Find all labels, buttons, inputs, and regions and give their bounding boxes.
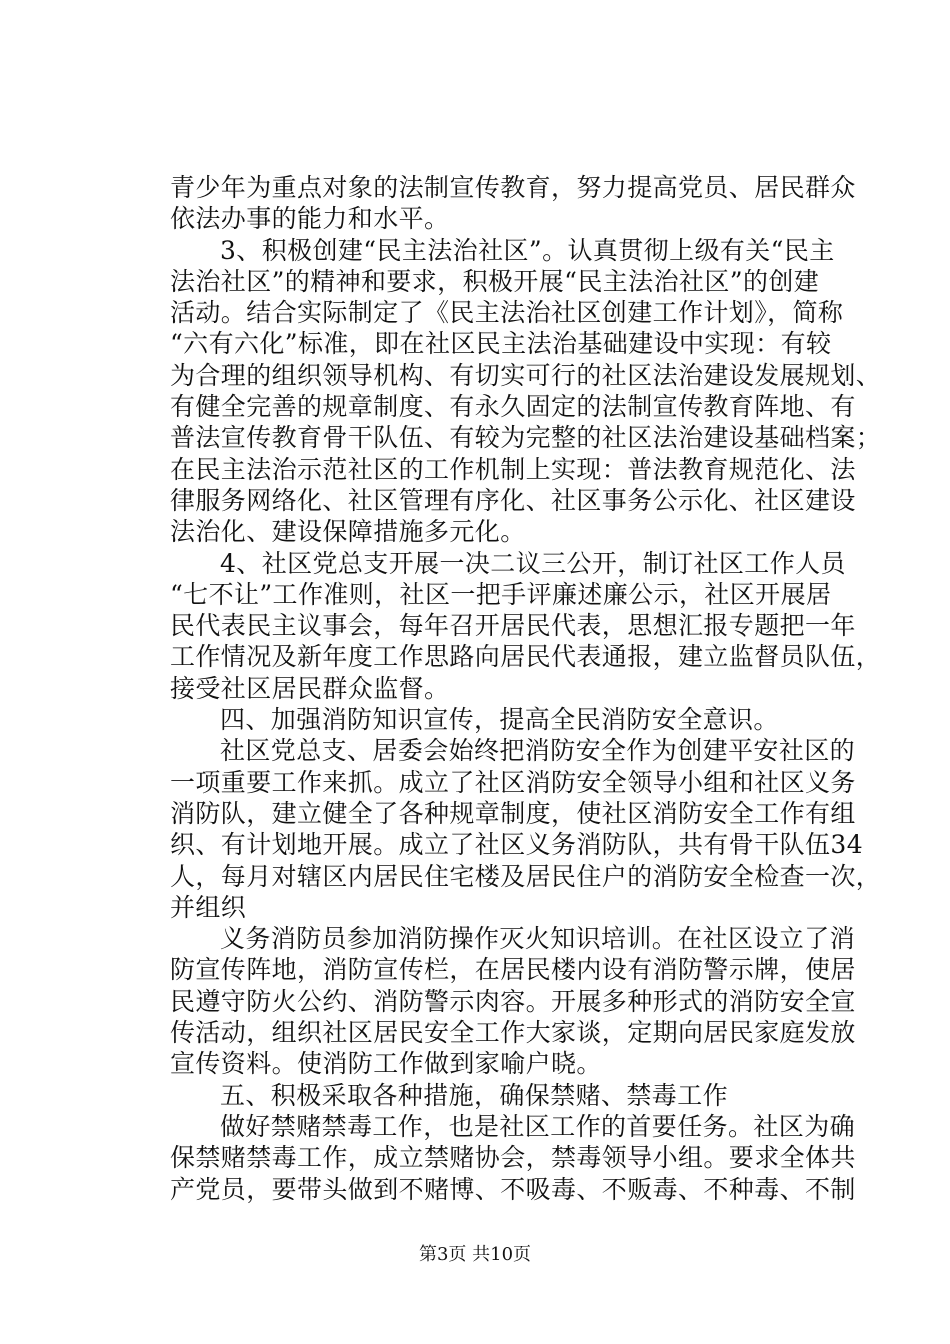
text-line: 青少年为重点对象的法制宣传教育，努力提高党员、居民群众 (170, 173, 856, 202)
text-line: 产党员，要带头做到不赌博、不吸毒、不贩毒、不种毒、不制 (170, 1174, 856, 1204)
text-line: 人，每月对辖区内居民住宅楼及居民住户的消防安全检查一次， (170, 861, 882, 891)
text-line: 在民主法治示范社区的工作机制上实现：普法教育规范化、法 (170, 454, 856, 484)
text-line: 法治社区”的精神和要求，积极开展“民主法治社区”的创建 (170, 266, 820, 296)
text-line: 普法宣传教育骨干队伍、有较为完整的社区法治建设基础档案； (170, 423, 882, 453)
text-line: 宣传资料。使消防工作做到家喻户晓。 (170, 1049, 602, 1079)
text-line: 为合理的组织领导机构、有切实可行的社区法治建设发展规划、 (170, 360, 882, 390)
text-line: 传活动，组织社区居民安全工作大家谈，定期向居民家庭发放 (170, 1018, 856, 1048)
text-line: 接受社区居民群众监督。 (170, 673, 450, 703)
text-line: 防宣传阵地，消防宣传栏，在居民楼内设有消防警示牌，使居 (170, 955, 856, 985)
text-line: 四、加强消防知识宣传，提高全民消防安全意识。 (220, 705, 779, 735)
text-line: 法治化、建设保障措施多元化。 (170, 517, 526, 547)
page-footer: 第3页 共10页 (418, 1244, 532, 1265)
text-line: 3、积极创建“民主法治社区”。认真贯彻上级有关“民主 (220, 235, 835, 265)
text-line: “七不让”工作准则，社区一把手评廉述廉公示，社区开展居 (170, 579, 832, 609)
text-line: 并组织 (170, 892, 247, 922)
text-line: 社区党总支、居委会始终把消防安全作为创建平安社区的 (220, 736, 856, 766)
text-line: “六有六化”标准，即在社区民主法治基础建设中实现：有较 (170, 329, 832, 359)
text-line: 工作情况及新年度工作思路向居民代表通报，建立监督员队伍， (170, 642, 882, 672)
text-line: 民遵守防火公约、消防警示肉容。开展多种形式的消防安全宣 (170, 986, 856, 1016)
text-line: 律服务网络化、社区管理有序化、社区事务公示化、社区建设 (170, 485, 856, 515)
text-line: 一项重要工作来抓。成立了社区消防安全领导小组和社区义务 (170, 767, 856, 797)
text-line: 依法办事的能力和水平。 (170, 204, 450, 234)
text-line: 有健全完善的规章制度、有永久固定的法制宣传教育阵地、有 (170, 392, 856, 422)
text-line: 义务消防员参加消防操作灭火知识培训。在社区设立了消 (220, 924, 856, 954)
document-body (170, 172, 882, 1205)
text-line: 保禁赌禁毒工作，成立禁赌协会，禁毒领导小组。要求全体共 (170, 1143, 856, 1173)
text-line: 做好禁赌禁毒工作，也是社区工作的首要任务。社区为确 (220, 1111, 856, 1141)
text-line: 消防队，建立健全了各种规章制度，使社区消防安全工作有组 (170, 798, 856, 828)
text-line: 五、积极采取各种措施，确保禁赌、禁毒工作 (220, 1080, 729, 1110)
text-line: 4、社区党总支开展一决二议三公开，制订社区工作人员 (220, 548, 846, 578)
text-line: 织、有计划地开展。成立了社区义务消防队，共有骨干队伍34 (170, 830, 864, 860)
text-line: 民代表民主议事会，每年召开居民代表，思想汇报专题把一年 (170, 611, 856, 641)
text-line: 活动。结合实际制定了《民主法治社区创建工作计划》，简称 (170, 298, 844, 328)
